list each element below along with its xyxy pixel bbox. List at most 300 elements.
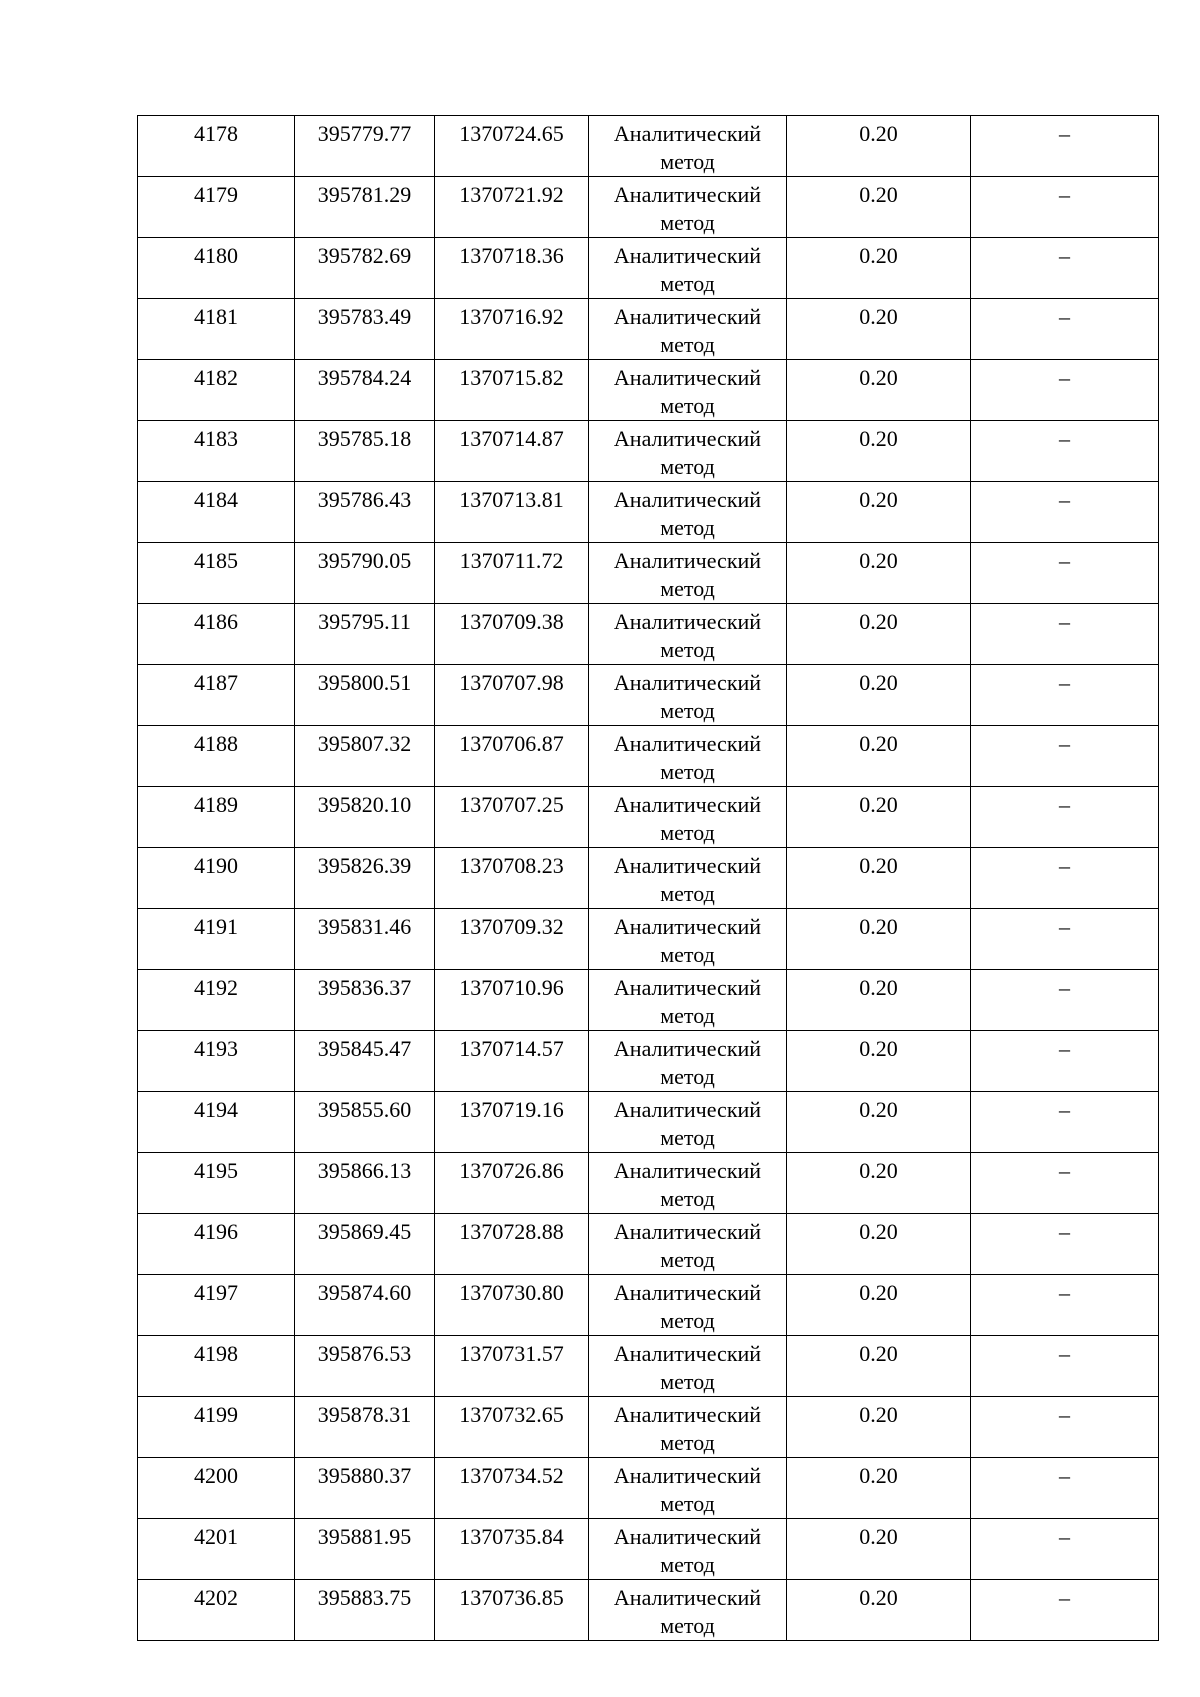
x-coordinate-cell xyxy=(295,116,435,177)
x-coordinate-cell-text: 395807.32 xyxy=(317,731,412,756)
x-coordinate-cell-text: 395855.60 xyxy=(317,1097,412,1122)
y-coordinate-cell-text: 1370707.25 xyxy=(459,792,564,817)
y-coordinate-cell-text: 1370721.92 xyxy=(459,182,564,207)
table-row xyxy=(138,1519,1159,1580)
method-cell xyxy=(589,665,787,726)
x-coordinate-cell xyxy=(295,1580,435,1641)
point-number-cell-text: 4192 xyxy=(194,975,238,1000)
accuracy-cell-text: 0.20 xyxy=(859,1402,898,1427)
point-number-cell xyxy=(138,482,295,543)
table-row xyxy=(138,970,1159,1031)
x-coordinate-cell-text: 395874.60 xyxy=(317,1280,412,1305)
table-row xyxy=(138,299,1159,360)
y-coordinate-cell xyxy=(435,1153,589,1214)
x-coordinate-cell-text: 395878.31 xyxy=(317,1402,412,1427)
note-cell-text: – xyxy=(1059,243,1070,268)
point-number-cell xyxy=(138,116,295,177)
table-row xyxy=(138,177,1159,238)
note-cell-text: – xyxy=(1059,426,1070,451)
point-number-cell xyxy=(138,1519,295,1580)
table-row xyxy=(138,848,1159,909)
point-number-cell-text: 4201 xyxy=(194,1524,238,1549)
table-row xyxy=(138,543,1159,604)
point-number-cell-text: 4191 xyxy=(194,914,238,939)
point-number-cell xyxy=(138,726,295,787)
accuracy-cell xyxy=(787,787,971,848)
method-cell xyxy=(589,421,787,482)
x-coordinate-cell xyxy=(295,360,435,421)
point-number-cell-text: 4197 xyxy=(194,1280,238,1305)
method-cell-text: Аналитический метод xyxy=(613,365,762,418)
point-number-cell xyxy=(138,421,295,482)
table-row xyxy=(138,909,1159,970)
table-row xyxy=(138,665,1159,726)
note-cell xyxy=(971,1031,1159,1092)
accuracy-cell-text: 0.20 xyxy=(859,670,898,695)
accuracy-cell-text: 0.20 xyxy=(859,792,898,817)
point-number-cell xyxy=(138,177,295,238)
accuracy-cell xyxy=(787,1458,971,1519)
note-cell xyxy=(971,1153,1159,1214)
y-coordinate-cell xyxy=(435,238,589,299)
note-cell-text: – xyxy=(1059,1524,1070,1549)
x-coordinate-cell-text: 395881.95 xyxy=(317,1524,412,1549)
table-row xyxy=(138,421,1159,482)
method-cell-text: Аналитический метод xyxy=(613,1585,762,1638)
note-cell-text: – xyxy=(1059,609,1070,634)
accuracy-cell-text: 0.20 xyxy=(859,121,898,146)
note-cell xyxy=(971,970,1159,1031)
note-cell-text: – xyxy=(1059,853,1070,878)
note-cell xyxy=(971,604,1159,665)
accuracy-cell xyxy=(787,726,971,787)
method-cell xyxy=(589,726,787,787)
x-coordinate-cell xyxy=(295,1397,435,1458)
table-row xyxy=(138,116,1159,177)
x-coordinate-cell xyxy=(295,848,435,909)
table-row xyxy=(138,726,1159,787)
method-cell xyxy=(589,1519,787,1580)
note-cell-text: – xyxy=(1059,1280,1070,1305)
accuracy-cell-text: 0.20 xyxy=(859,609,898,634)
method-cell-text: Аналитический метод xyxy=(613,975,762,1028)
coordinates-table xyxy=(137,115,1159,1641)
point-number-cell xyxy=(138,1153,295,1214)
point-number-cell xyxy=(138,848,295,909)
x-coordinate-cell xyxy=(295,177,435,238)
x-coordinate-cell-text: 395790.05 xyxy=(317,548,412,573)
note-cell xyxy=(971,1092,1159,1153)
accuracy-cell xyxy=(787,177,971,238)
accuracy-cell xyxy=(787,1092,971,1153)
accuracy-cell-text: 0.20 xyxy=(859,548,898,573)
y-coordinate-cell xyxy=(435,1092,589,1153)
method-cell xyxy=(589,1153,787,1214)
y-coordinate-cell-text: 1370734.52 xyxy=(459,1463,564,1488)
point-number-cell-text: 4183 xyxy=(194,426,238,451)
point-number-cell-text: 4189 xyxy=(194,792,238,817)
x-coordinate-cell-text: 395876.53 xyxy=(317,1341,412,1366)
accuracy-cell-text: 0.20 xyxy=(859,487,898,512)
accuracy-cell-text: 0.20 xyxy=(859,243,898,268)
y-coordinate-cell-text: 1370715.82 xyxy=(459,365,564,390)
method-cell-text: Аналитический метод xyxy=(613,487,762,540)
accuracy-cell xyxy=(787,482,971,543)
accuracy-cell-text: 0.20 xyxy=(859,182,898,207)
y-coordinate-cell-text: 1370718.36 xyxy=(459,243,564,268)
accuracy-cell xyxy=(787,1519,971,1580)
x-coordinate-cell-text: 395782.69 xyxy=(317,243,412,268)
accuracy-cell-text: 0.20 xyxy=(859,426,898,451)
y-coordinate-cell-text: 1370732.65 xyxy=(459,1402,564,1427)
x-coordinate-cell-text: 395880.37 xyxy=(317,1463,412,1488)
method-cell-text: Аналитический метод xyxy=(613,670,762,723)
accuracy-cell xyxy=(787,1397,971,1458)
point-number-cell-text: 4196 xyxy=(194,1219,238,1244)
note-cell-text: – xyxy=(1059,975,1070,1000)
y-coordinate-cell xyxy=(435,421,589,482)
note-cell xyxy=(971,1275,1159,1336)
x-coordinate-cell-text: 395779.77 xyxy=(317,121,412,146)
note-cell-text: – xyxy=(1059,304,1070,329)
y-coordinate-cell-text: 1370716.92 xyxy=(459,304,564,329)
note-cell-text: – xyxy=(1059,1219,1070,1244)
accuracy-cell xyxy=(787,909,971,970)
y-coordinate-cell-text: 1370711.72 xyxy=(459,548,564,573)
y-coordinate-cell xyxy=(435,543,589,604)
note-cell xyxy=(971,1519,1159,1580)
note-cell xyxy=(971,299,1159,360)
point-number-cell xyxy=(138,1214,295,1275)
method-cell-text: Аналитический метод xyxy=(613,1219,762,1272)
table-row xyxy=(138,1275,1159,1336)
y-coordinate-cell xyxy=(435,848,589,909)
method-cell-text: Аналитический метод xyxy=(613,609,762,662)
x-coordinate-cell-text: 395785.18 xyxy=(317,426,412,451)
y-coordinate-cell-text: 1370709.32 xyxy=(459,914,564,939)
accuracy-cell xyxy=(787,1214,971,1275)
x-coordinate-cell-text: 395820.10 xyxy=(317,792,412,817)
method-cell xyxy=(589,1214,787,1275)
method-cell-text: Аналитический метод xyxy=(613,426,762,479)
method-cell xyxy=(589,1092,787,1153)
y-coordinate-cell-text: 1370724.65 xyxy=(459,121,564,146)
table-row xyxy=(138,1397,1159,1458)
accuracy-cell-text: 0.20 xyxy=(859,1463,898,1488)
x-coordinate-cell-text: 395866.13 xyxy=(317,1158,412,1183)
note-cell-text: – xyxy=(1059,365,1070,390)
point-number-cell-text: 4200 xyxy=(194,1463,238,1488)
x-coordinate-cell-text: 395869.45 xyxy=(317,1219,412,1244)
point-number-cell-text: 4180 xyxy=(194,243,238,268)
x-coordinate-cell-text: 395784.24 xyxy=(317,365,412,390)
method-cell xyxy=(589,177,787,238)
point-number-cell-text: 4190 xyxy=(194,853,238,878)
method-cell-text: Аналитический метод xyxy=(613,853,762,906)
method-cell-text: Аналитический метод xyxy=(613,548,762,601)
x-coordinate-cell xyxy=(295,909,435,970)
note-cell-text: – xyxy=(1059,914,1070,939)
accuracy-cell-text: 0.20 xyxy=(859,731,898,756)
table-row xyxy=(138,1031,1159,1092)
note-cell xyxy=(971,177,1159,238)
note-cell-text: – xyxy=(1059,1036,1070,1061)
point-number-cell-text: 4199 xyxy=(194,1402,238,1427)
note-cell-text: – xyxy=(1059,182,1070,207)
method-cell xyxy=(589,543,787,604)
y-coordinate-cell xyxy=(435,726,589,787)
note-cell-text: – xyxy=(1059,1341,1070,1366)
method-cell-text: Аналитический метод xyxy=(613,1158,762,1211)
x-coordinate-cell xyxy=(295,1275,435,1336)
method-cell-text: Аналитический метод xyxy=(613,914,762,967)
table-row xyxy=(138,1336,1159,1397)
y-coordinate-cell-text: 1370735.84 xyxy=(459,1524,564,1549)
table-row xyxy=(138,787,1159,848)
accuracy-cell xyxy=(787,1153,971,1214)
method-cell-text: Аналитический метод xyxy=(613,304,762,357)
y-coordinate-cell-text: 1370726.86 xyxy=(459,1158,564,1183)
x-coordinate-cell xyxy=(295,665,435,726)
y-coordinate-cell-text: 1370707.98 xyxy=(459,670,564,695)
method-cell-text: Аналитический метод xyxy=(613,1280,762,1333)
accuracy-cell-text: 0.20 xyxy=(859,304,898,329)
point-number-cell xyxy=(138,665,295,726)
table-row xyxy=(138,1580,1159,1641)
y-coordinate-cell xyxy=(435,1458,589,1519)
x-coordinate-cell xyxy=(295,299,435,360)
note-cell-text: – xyxy=(1059,121,1070,146)
x-coordinate-cell-text: 395826.39 xyxy=(317,853,412,878)
method-cell xyxy=(589,787,787,848)
method-cell-text: Аналитический метод xyxy=(613,243,762,296)
note-cell xyxy=(971,726,1159,787)
y-coordinate-cell xyxy=(435,1214,589,1275)
method-cell xyxy=(589,299,787,360)
point-number-cell-text: 4182 xyxy=(194,365,238,390)
y-coordinate-cell xyxy=(435,1519,589,1580)
accuracy-cell xyxy=(787,116,971,177)
y-coordinate-cell xyxy=(435,1397,589,1458)
point-number-cell xyxy=(138,299,295,360)
note-cell-text: – xyxy=(1059,792,1070,817)
method-cell xyxy=(589,1275,787,1336)
method-cell xyxy=(589,604,787,665)
x-coordinate-cell xyxy=(295,1519,435,1580)
accuracy-cell-text: 0.20 xyxy=(859,1036,898,1061)
x-coordinate-cell xyxy=(295,1336,435,1397)
x-coordinate-cell xyxy=(295,1458,435,1519)
point-number-cell xyxy=(138,787,295,848)
accuracy-cell xyxy=(787,665,971,726)
method-cell xyxy=(589,1031,787,1092)
method-cell xyxy=(589,238,787,299)
note-cell xyxy=(971,909,1159,970)
note-cell xyxy=(971,238,1159,299)
note-cell xyxy=(971,116,1159,177)
accuracy-cell xyxy=(787,604,971,665)
accuracy-cell xyxy=(787,1031,971,1092)
accuracy-cell-text: 0.20 xyxy=(859,1158,898,1183)
y-coordinate-cell xyxy=(435,177,589,238)
method-cell xyxy=(589,909,787,970)
accuracy-cell xyxy=(787,543,971,604)
note-cell-text: – xyxy=(1059,670,1070,695)
x-coordinate-cell xyxy=(295,482,435,543)
y-coordinate-cell xyxy=(435,116,589,177)
x-coordinate-cell-text: 395845.47 xyxy=(317,1036,412,1061)
table-row xyxy=(138,604,1159,665)
x-coordinate-cell xyxy=(295,726,435,787)
y-coordinate-cell-text: 1370731.57 xyxy=(459,1341,564,1366)
accuracy-cell xyxy=(787,1336,971,1397)
x-coordinate-cell-text: 395783.49 xyxy=(317,304,412,329)
note-cell xyxy=(971,787,1159,848)
accuracy-cell xyxy=(787,1275,971,1336)
point-number-cell xyxy=(138,970,295,1031)
accuracy-cell xyxy=(787,970,971,1031)
x-coordinate-cell-text: 395831.46 xyxy=(317,914,412,939)
note-cell-text: – xyxy=(1059,1097,1070,1122)
accuracy-cell-text: 0.20 xyxy=(859,1341,898,1366)
y-coordinate-cell-text: 1370713.81 xyxy=(459,487,564,512)
accuracy-cell-text: 0.20 xyxy=(859,365,898,390)
point-number-cell-text: 4186 xyxy=(194,609,238,634)
method-cell xyxy=(589,1580,787,1641)
accuracy-cell-text: 0.20 xyxy=(859,1585,898,1610)
accuracy-cell xyxy=(787,299,971,360)
note-cell xyxy=(971,1458,1159,1519)
accuracy-cell xyxy=(787,1580,971,1641)
point-number-cell xyxy=(138,1336,295,1397)
note-cell xyxy=(971,482,1159,543)
table-row xyxy=(138,360,1159,421)
note-cell-text: – xyxy=(1059,1585,1070,1610)
point-number-cell-text: 4198 xyxy=(194,1341,238,1366)
y-coordinate-cell xyxy=(435,1275,589,1336)
y-coordinate-cell xyxy=(435,604,589,665)
table-row xyxy=(138,1458,1159,1519)
point-number-cell xyxy=(138,909,295,970)
note-cell xyxy=(971,1397,1159,1458)
method-cell-text: Аналитический метод xyxy=(613,792,762,845)
x-coordinate-cell xyxy=(295,787,435,848)
point-number-cell-text: 4179 xyxy=(194,182,238,207)
method-cell-text: Аналитический метод xyxy=(613,1524,762,1577)
x-coordinate-cell xyxy=(295,238,435,299)
y-coordinate-cell-text: 1370706.87 xyxy=(459,731,564,756)
table-row xyxy=(138,1092,1159,1153)
x-coordinate-cell-text: 395786.43 xyxy=(317,487,412,512)
accuracy-cell-text: 0.20 xyxy=(859,1097,898,1122)
x-coordinate-cell-text: 395836.37 xyxy=(317,975,412,1000)
method-cell xyxy=(589,1397,787,1458)
point-number-cell-text: 4181 xyxy=(194,304,238,329)
x-coordinate-cell xyxy=(295,1092,435,1153)
note-cell-text: – xyxy=(1059,1158,1070,1183)
note-cell xyxy=(971,1214,1159,1275)
y-coordinate-cell-text: 1370736.85 xyxy=(459,1585,564,1610)
point-number-cell-text: 4184 xyxy=(194,487,238,512)
method-cell xyxy=(589,970,787,1031)
point-number-cell xyxy=(138,543,295,604)
method-cell-text: Аналитический метод xyxy=(613,1097,762,1150)
y-coordinate-cell xyxy=(435,970,589,1031)
x-coordinate-cell xyxy=(295,970,435,1031)
method-cell xyxy=(589,116,787,177)
y-coordinate-cell-text: 1370714.87 xyxy=(459,426,564,451)
y-coordinate-cell-text: 1370708.23 xyxy=(459,853,564,878)
point-number-cell-text: 4193 xyxy=(194,1036,238,1061)
point-number-cell xyxy=(138,360,295,421)
x-coordinate-cell-text: 395795.11 xyxy=(318,609,411,634)
accuracy-cell-text: 0.20 xyxy=(859,975,898,1000)
x-coordinate-cell-text: 395883.75 xyxy=(317,1585,412,1610)
accuracy-cell-text: 0.20 xyxy=(859,1524,898,1549)
y-coordinate-cell-text: 1370728.88 xyxy=(459,1219,564,1244)
point-number-cell-text: 4188 xyxy=(194,731,238,756)
table-row xyxy=(138,1214,1159,1275)
table-row xyxy=(138,482,1159,543)
note-cell xyxy=(971,421,1159,482)
point-number-cell xyxy=(138,604,295,665)
point-number-cell xyxy=(138,1397,295,1458)
y-coordinate-cell-text: 1370730.80 xyxy=(459,1280,564,1305)
note-cell xyxy=(971,665,1159,726)
method-cell-text: Аналитический метод xyxy=(613,1341,762,1394)
method-cell xyxy=(589,848,787,909)
point-number-cell-text: 4195 xyxy=(194,1158,238,1183)
method-cell-text: Аналитический метод xyxy=(613,1036,762,1089)
accuracy-cell-text: 0.20 xyxy=(859,1280,898,1305)
method-cell-text: Аналитический метод xyxy=(613,731,762,784)
note-cell-text: – xyxy=(1059,731,1070,756)
note-cell xyxy=(971,543,1159,604)
y-coordinate-cell xyxy=(435,482,589,543)
method-cell-text: Аналитический метод xyxy=(613,1402,762,1455)
accuracy-cell xyxy=(787,848,971,909)
y-coordinate-cell xyxy=(435,1031,589,1092)
method-cell-text: Аналитический метод xyxy=(613,121,762,174)
x-coordinate-cell xyxy=(295,421,435,482)
accuracy-cell-text: 0.20 xyxy=(859,914,898,939)
point-number-cell-text: 4194 xyxy=(194,1097,238,1122)
y-coordinate-cell-text: 1370710.96 xyxy=(459,975,564,1000)
method-cell xyxy=(589,360,787,421)
y-coordinate-cell xyxy=(435,299,589,360)
x-coordinate-cell-text: 395800.51 xyxy=(317,670,412,695)
accuracy-cell xyxy=(787,238,971,299)
y-coordinate-cell-text: 1370714.57 xyxy=(459,1036,564,1061)
x-coordinate-cell-text: 395781.29 xyxy=(317,182,412,207)
y-coordinate-cell xyxy=(435,360,589,421)
note-cell-text: – xyxy=(1059,487,1070,512)
point-number-cell-text: 4185 xyxy=(194,548,238,573)
point-number-cell-text: 4187 xyxy=(194,670,238,695)
note-cell xyxy=(971,1336,1159,1397)
x-coordinate-cell xyxy=(295,1153,435,1214)
method-cell xyxy=(589,1336,787,1397)
point-number-cell xyxy=(138,1031,295,1092)
y-coordinate-cell xyxy=(435,665,589,726)
note-cell xyxy=(971,1580,1159,1641)
note-cell xyxy=(971,360,1159,421)
table-row xyxy=(138,238,1159,299)
method-cell-text: Аналитический метод xyxy=(613,1463,762,1516)
table-row xyxy=(138,1153,1159,1214)
y-coordinate-cell xyxy=(435,1336,589,1397)
y-coordinate-cell xyxy=(435,787,589,848)
